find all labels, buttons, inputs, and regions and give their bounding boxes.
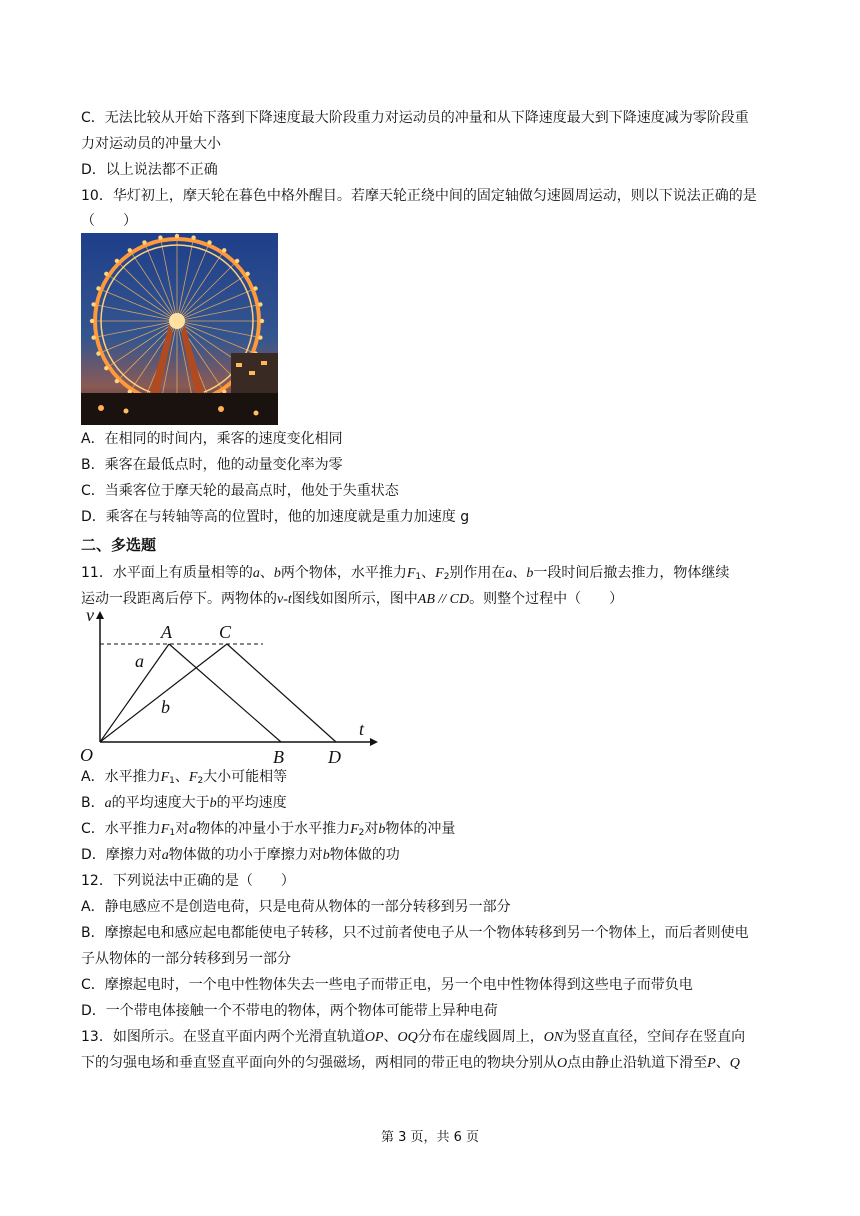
q12-stem: 12．下列说法中正确的是（ ） [81,873,295,889]
q10-option-d: D．乘客在与转轴等高的位置时，他的加速度就是重力加速度 g [81,509,470,525]
line-cd [227,644,336,742]
q12-option-b-line2: 子从物体的一部分转移到另一部分 [81,951,291,967]
label-t: t [359,719,365,739]
q11-option-a: A．水平推力$F_1$、$F_2$大小可能相等 [81,769,288,786]
label-o: O [80,745,93,765]
page-footer: 第 3 页，共 6 页 [380,1130,480,1145]
label-c-point: C [219,622,232,642]
q12-option-a: A．静电感应不是创造电荷，只是电荷从物体的一部分转移到另一部分 [81,899,511,915]
q10-option-c: C．当乘客位于摩天轮的最高点时，他处于失重状态 [81,483,399,499]
label-a-point: A [161,622,172,642]
q12-option-d: D．一个带电体接触一个不带电的物体，两个物体可能带上异种电荷 [81,1003,498,1019]
line-ab [169,644,281,742]
q11-option-d: D．摩擦力对a物体做的功小于摩擦力对b物体做的功 [81,847,400,863]
t-axis-arrow [370,738,378,746]
q10-option-b: B．乘客在最低点时，他的动量变化率为零 [81,457,343,473]
q11-option-c: C．水平推力$F_1$对a物体的冲量小于水平推力$F_2$对b物体的冲量 [81,821,456,838]
label-v: v [86,605,94,625]
vt-graph [78,605,378,765]
q11-stem-line1: 11．水平面上有质量相等的a、b两个物体，水平推力$F_1$、$F_2$别作用在a、b一段时间后撤去推力，物体继续 [81,565,730,582]
section-title: 二、多选题 [81,536,157,554]
q9-option-d: D．以上说法都不正确 [81,162,218,178]
q10-option-a: A．在相同的时间内，乘客的速度变化相同 [81,431,343,447]
label-d-point: D [328,747,341,765]
q13-stem-line2: 下的匀强电场和垂直竖直平面向外的匀强磁场，两相同的带正电的物块分别从O点由静止沿轨道下滑至P、Q [81,1055,740,1071]
q9-option-c-line2: 力对运动员的冲量大小 [81,136,221,152]
label-line-b: b [161,697,170,717]
ferris-wheel-photo [81,233,278,425]
v-axis-arrow [96,611,104,619]
q11-stem-line2: 运动一段距离后停下。两物体的v-t图线如图所示，图中AB // CD。则整个过程中（ ） [81,591,624,607]
q10-stem-line1: 10．华灯初上，摩天轮在暮色中格外醒目。若摩天轮正绕中间的固定轴做匀速圆周运动，则以下说法正确的是 [81,188,757,204]
q9-option-c-line1: C．无法比较从开始下落到下降速度最大阶段重力对运动员的冲量和从下降速度最大到下降速度减为零阶段重 [81,110,749,126]
label-line-a: a [135,651,144,671]
line-oc [100,644,227,742]
q12-option-c: C．摩擦起电时，一个电中性物体失去一些电子而带正电，另一个电中性物体得到这些电子而带负电 [81,977,693,993]
q10-stem-line2: （ ） [81,213,137,229]
q11-option-b: B．a的平均速度大于b的平均速度 [81,795,287,811]
q12-option-b-line1: B．摩擦起电和感应起电都能使电子转移，只不过前者使电子从一个物体转移到另一个物体上，而后者则使电 [81,925,749,941]
q13-stem-line1: 13．如图所示。在竖直平面内两个光滑直轨道OP、OQ分布在虚线圆周上，ON为竖直直径，空间存在竖直向 [81,1029,746,1045]
label-b-point: B [273,747,284,765]
